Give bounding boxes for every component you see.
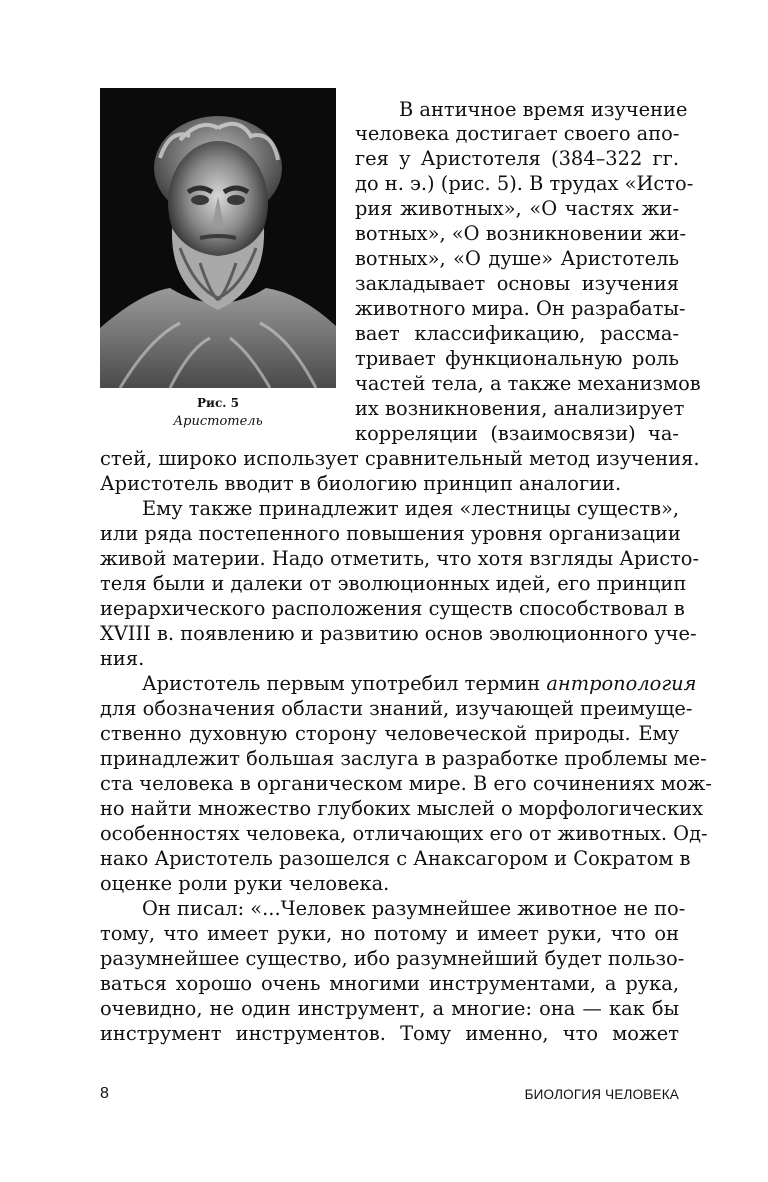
text-line: Аристотель вводит в биологию принцип аналогии. [100, 472, 622, 495]
text-line: но найти множество глубоких мыслей о морфологических [100, 797, 704, 820]
text-line: живой материи. Надо отметить, что хотя взгляды Аристо- [100, 547, 700, 570]
text-line: тривает функциональную роль [355, 347, 679, 370]
figure-5 [100, 88, 336, 431]
text-line: особенностях человека, отличающих его от животных. Од- [100, 822, 708, 845]
text-line: очевидно, не один инструмент, а многие: она — как бы [100, 997, 679, 1020]
running-title: БИОЛОГИЯ ЧЕЛОВЕКА [524, 1087, 679, 1102]
text-line: инструмент инструментов. Тому именно, что может [100, 1022, 679, 1045]
text-line: ния. [100, 647, 145, 670]
figure-caption: Аристотель [173, 414, 263, 429]
text-line: ваться хорошо очень многими инструментами, а рука, [100, 972, 679, 995]
text-line: вотных», «О возникновении жи- [355, 222, 687, 245]
text-line: разумнейшее существо, ибо разумнейший будет пользо- [100, 947, 685, 970]
text-line: вотных», «О душе» Аристотель [355, 247, 679, 270]
text-line: частей тела, а также механизмов [355, 372, 701, 395]
text-line: ственно духовную сторону человеческой природы. Ему [100, 722, 679, 745]
text-line: XVIII в. появлению и развитию основ эволюционного уче- [100, 622, 697, 645]
text-line [100, 672, 697, 696]
text-line: иерархического расположения существ способствовал в [100, 597, 685, 620]
text-line: теля были и далеки от эволюционных идей, его принцип [100, 572, 687, 595]
text-line: вает классификацию, рассма- [355, 322, 679, 345]
italic-term: антропология [546, 672, 697, 695]
text-line: ста человека в органическом мире. В его сочинениях мож- [100, 772, 712, 795]
text-line: принадлежит большая заслуга в разработке проблемы ме- [100, 747, 707, 770]
text-line: тому, что имеет руки, но потому и имеет руки, что он [100, 922, 679, 945]
page-number: 8 [100, 1085, 109, 1102]
text-line: Он писал: «...Человек разумнейшее животное не по- [142, 897, 686, 920]
text-line: их возникновения, анализирует [355, 397, 685, 420]
text-line: оценке роли руки человека. [100, 872, 390, 895]
text-run: Аристотель первым употребил термин [142, 672, 547, 695]
text-line: нако Аристотель разошелся с Анаксагором и Сократом в [100, 847, 691, 870]
text-line: до н. э.) (рис. 5). В трудах «Исто- [355, 172, 694, 195]
text-line: корреляции (взаимосвязи) ча- [355, 422, 679, 445]
text-line: человека достигает своего апо- [355, 122, 680, 145]
text-line: В античное время изучение [399, 98, 688, 121]
text-line: или ряда постепенного повышения уровня организации [100, 522, 681, 545]
text-line: животного мира. Он разрабаты- [355, 297, 686, 320]
text-line: для обозначения области знаний, изучающей преимуще- [100, 697, 693, 720]
text-line: стей, широко использует сравнительный метод изучения. [100, 447, 700, 470]
text-line: закладывает основы изучения [355, 272, 679, 295]
figure-number: Рис. 5 [197, 396, 239, 410]
text-line: гея у Аристотеля (384–322 гг. [355, 147, 679, 170]
text-line: Ему также принадлежит идея «лестницы существ», [142, 497, 680, 520]
text-line: рия животных», «О частях жи- [355, 197, 679, 220]
aristotle-bust-image [100, 88, 336, 388]
